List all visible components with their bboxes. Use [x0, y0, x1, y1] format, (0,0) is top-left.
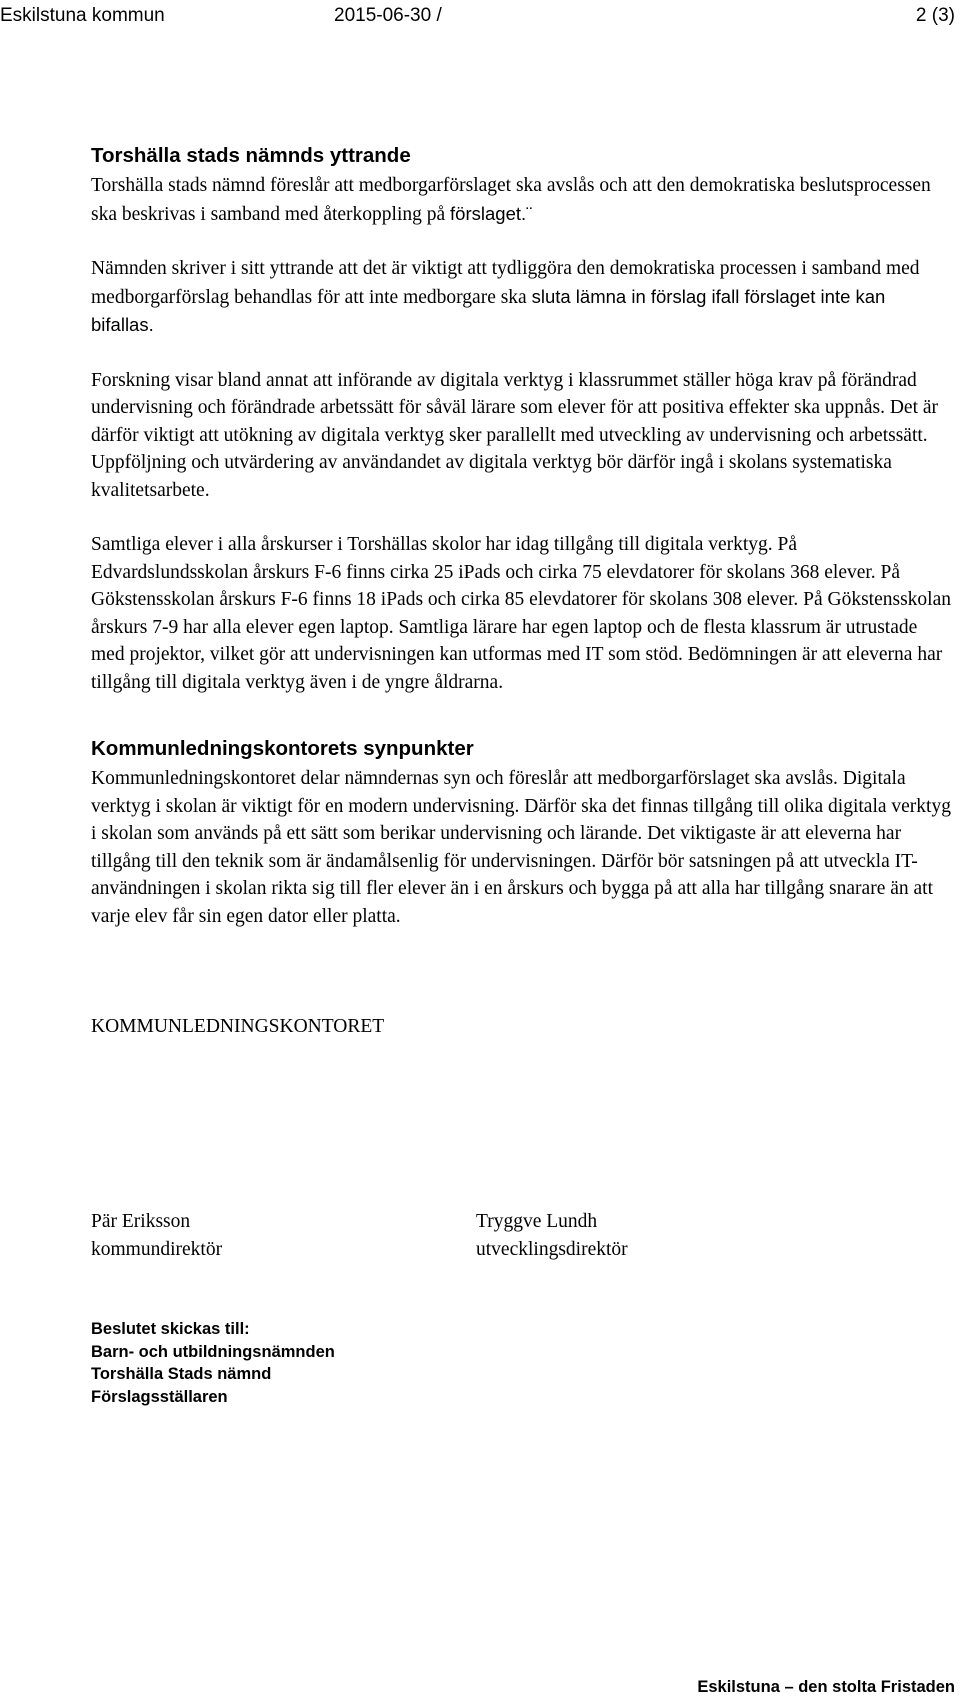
paragraph-proposal-tail: förslaget.¨	[450, 202, 533, 224]
distribution-list	[91, 1318, 335, 1408]
paragraph-proposal	[91, 172, 951, 228]
signature-block	[91, 1208, 222, 1264]
paragraph-statement	[91, 255, 951, 340]
distribution-recipient: Barn- och utbildningsnämnden	[91, 1342, 335, 1361]
signer-name: Pär Eriksson	[91, 1211, 191, 1232]
paragraph-proposal-text: Torshälla stads nämnd föreslår att medborgarförslaget ska avslås och att den demokratiska beslutsprocessen ska beskrivas i samband med återkoppling på	[91, 175, 931, 225]
distribution-heading: Beslutet skickas till:	[91, 1320, 250, 1338]
signer-title: kommundirektör	[91, 1239, 223, 1260]
section-heading-kommunledning: Kommunledningskontorets synpunkter	[91, 737, 474, 760]
distribution-recipient: Förslagsställaren	[91, 1387, 228, 1406]
page-header	[0, 4, 960, 28]
section-heading-torshalla: Torshälla stads nämnds yttrande	[91, 144, 411, 167]
paragraph-research: Forskning visar bland annat att införande av digitala verktyg i klassrummet ställer höga krav på förändrad undervisning och förändrade arbetssätt för såväl lärare som elever för att positiva effekter ska uppnås. Det är därför viktigt att utökning av digitala verktyg sker parallellt med utveckling av undervisning och arbetssätt. Uppföljning och utvärdering av användandet av digitala verktyg bör därför ingå i skolans systematiska kvalitetsarbete.	[91, 369, 939, 501]
page-footer-slogan: Eskilstuna – den stolta Fristaden	[697, 1678, 955, 1696]
paragraph-viewpoints: Kommunledningskontoret delar nämndernas syn och föreslår att medborgarförslaget ska avslås. Digitala verktyg i skolan är viktigt för en modern undervisning. Därför ska det finnas tillgång till olika digitala verktyg i skolan som används på ett sätt som berikar undervisning och lärande. Det viktigaste är att eleverna har tillgång till den teknik som är ändamålsenlig för undervisningen. Därför bör satsningen på att utveckla IT- användningen i skolan rikta sig till fler elever än i en årskurs och bygga på att alla har tillgång snarare än att varje elev får sin egen dator eller platta.	[91, 768, 951, 927]
header-page-number: 2 (3)	[915, 5, 955, 26]
header-date: 2015-06-30 /	[334, 5, 442, 26]
signer-title: utvecklingsdirektör	[476, 1239, 628, 1260]
header-organization: Eskilstuna kommun	[0, 5, 165, 26]
paragraph-statement-text: Nämnden skriver i sitt yttrande att det är viktigt att tydliggöra den demokratiska processen i samband med medborgarförslag behandlas för att inte medborgare ska	[91, 258, 920, 308]
document-body	[91, 143, 951, 930]
distribution-recipient: Torshälla Stads nämnd	[91, 1365, 272, 1383]
office-name: KOMMUNLEDNINGSKONTORET	[91, 1016, 385, 1037]
paragraph-statement-tail: sluta lämna in förslag ifall förslaget inte kan bifallas.	[91, 285, 886, 335]
signature-block	[476, 1208, 628, 1264]
signer-name: Tryggve Lundh	[476, 1211, 598, 1232]
paragraph-schools: Samtliga elever i alla årskurser i Torshällas skolor har idag tillgång till digitala verktyg. På Edvardslundsskolan årskurs F-6 finns cirka 25 iPads och cirka 75 elevdatorer för skolans 368 elever. På Gökstensskolan årskurs F-6 finns 18 iPads och cirka 85 elevdatorer för skolans 308 elever. På Gökstensskolan årskurs 7-9 har alla elever egen laptop. Samtliga lärare har egen laptop och de flesta klassrum är utrustade med projektor, vilket gör att undervisningen kan utformas med IT som stöd. Bedömningen är att eleverna har tillgång till digitala verktyg även i de yngre åldrarna.	[91, 534, 952, 693]
